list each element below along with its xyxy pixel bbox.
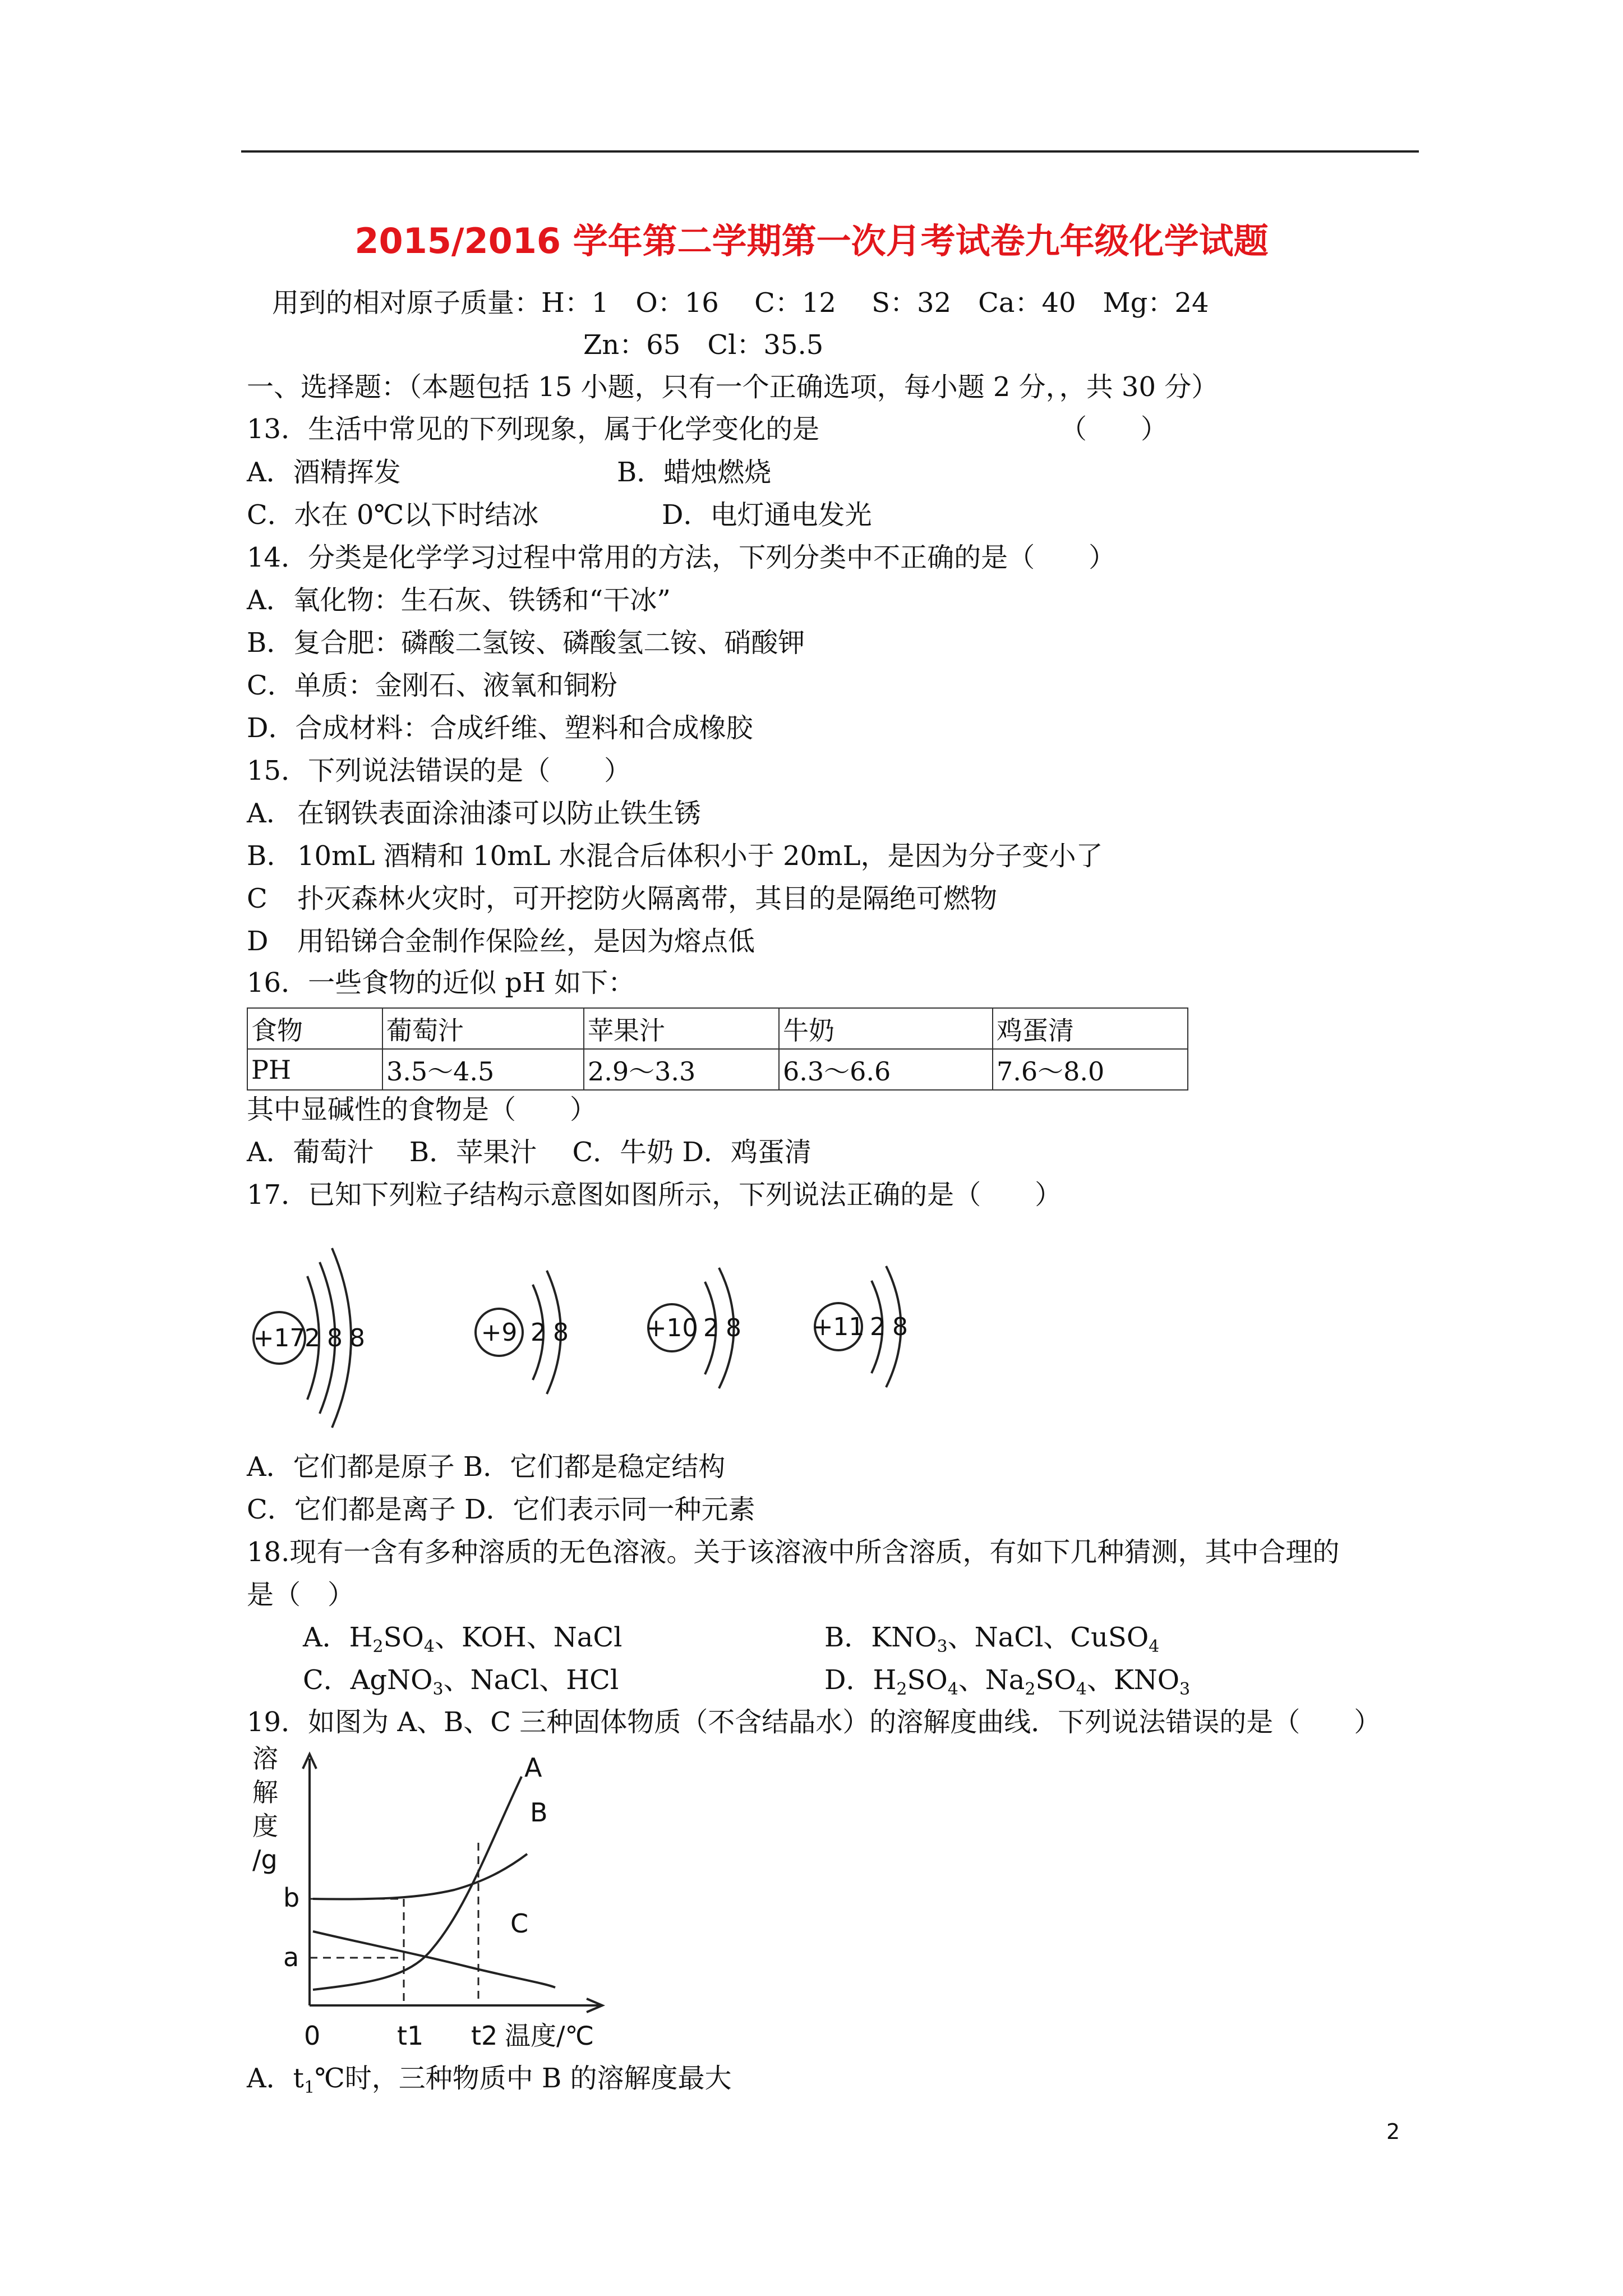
- y-axis-label-char: 解: [252, 1777, 278, 1807]
- shell-label: 8: [892, 1313, 908, 1341]
- q14-option-c: C．单质：金刚石、液氧和铜粉: [247, 670, 617, 701]
- q13-answer-paren: （ ）: [1060, 413, 1168, 445]
- shell-label: 8: [349, 1324, 365, 1352]
- q16-stem: 16．一些食物的近似 pH 如下：: [247, 967, 635, 999]
- section-heading: 一、选择题：（本题包括 15 小题，只有一个正确选项，每小题 2 分，，共 30 分）: [247, 371, 1219, 403]
- q18-option-c: C．AgNO$_3$、NaCl、HCl: [303, 1664, 619, 1699]
- table-cell: 鸡蛋清: [993, 1008, 1188, 1049]
- q15-option-a: 在钢铁表面涂油漆可以防止铁生锈: [297, 798, 702, 829]
- table-cell: 苹果汁: [584, 1008, 779, 1049]
- y-axis-label-char: /g: [252, 1844, 278, 1875]
- table-cell: 葡萄汁: [382, 1008, 584, 1049]
- table-row: [247, 1049, 1188, 1090]
- shell-label: 2: [305, 1324, 320, 1352]
- table-cell: 7.6～8.0: [993, 1049, 1188, 1090]
- q13-stem: 13．生活中常见的下列现象，属于化学变化的是: [247, 413, 820, 445]
- table-cell: 食物: [247, 1008, 382, 1049]
- q15-stem: 15．下列说法错误的是（ ）: [247, 755, 631, 786]
- ph-table: [247, 1007, 1188, 1091]
- shell-label: 8: [327, 1324, 343, 1352]
- particle-structure-diagrams: [241, 1231, 948, 1444]
- shell-label: 8: [553, 1318, 569, 1347]
- q18-option-d: D．$H_2SO_4$、$Na_2SO_4$、$KNO_3$: [824, 1664, 1191, 1699]
- q13-option-c: C．水在 0℃以下时结冰: [247, 499, 539, 531]
- q13-option-b: B．蜡烛燃烧: [617, 457, 772, 488]
- table-cell: 2.9～3.3: [584, 1049, 779, 1090]
- q13-option-d: D．电灯通电发光: [662, 499, 872, 531]
- q19-stem: 19．如图为 A、B、C 三种固体物质（不含结晶水）的溶解度曲线．下列说法错误的是（ ）: [247, 1706, 1381, 1738]
- q15-option-b-label: B.: [247, 840, 275, 872]
- q13-option-a: A．酒精挥发: [247, 457, 401, 488]
- q15-option-d-label: D: [247, 926, 269, 957]
- page-title: 2015/2016 学年第二学期第一次月考试卷九年级化学试题: [354, 220, 1269, 261]
- q14-option-b: B．复合肥：磷酸二氢铵、磷酸氢二铵、硝酸钾: [247, 627, 805, 659]
- table-cell: 3.5～4.5: [382, 1049, 584, 1090]
- q17-stem: 17．已知下列粒子结构示意图如图所示，下列说法正确的是（ ）: [247, 1179, 1062, 1211]
- curve-b: [313, 1854, 527, 1899]
- table-row: [247, 1008, 1188, 1049]
- q16-options: A．葡萄汁 B．苹果汁 C．牛奶 D．鸡蛋清: [247, 1137, 811, 1168]
- nucleus-label: +10: [645, 1314, 698, 1342]
- atomic-masses-line1: 用到的相对原子质量：H：1 O：16 C：12 S：32 Ca：40 Mg：24: [272, 287, 1209, 319]
- q15-option-b: 10mL 酒精和 10mL 水混合后体积小于 20mL，是因为分子变小了: [297, 840, 1103, 872]
- q15-option-c: 扑灭森林火灾时，可开挖防火隔离带，其目的是隔绝可燃物: [297, 883, 998, 914]
- q17-options-ab: A．它们都是原子 B．它们都是稳定结构: [247, 1451, 726, 1483]
- y-axis-label-char: 度: [252, 1811, 278, 1841]
- x-axis-label: 温度/℃: [505, 2021, 594, 2051]
- shell-label: 2: [531, 1318, 546, 1347]
- q15-option-c-label: C: [247, 883, 268, 914]
- x-axis-origin: 0: [304, 2021, 321, 2051]
- q18-option-a: A．$H_2SO_4$、KOH、NaCl: [303, 1622, 623, 1657]
- page-number: 2: [1386, 2119, 1400, 2144]
- y-mark-a: a: [283, 1942, 299, 1972]
- q19-option-a: A．$t_1℃$时，三种物质中 B 的溶解度最大: [247, 2063, 732, 2097]
- x-tick-t2: t2: [471, 2021, 498, 2051]
- table-cell: 牛奶: [779, 1008, 993, 1049]
- nucleus-label: +17: [253, 1324, 306, 1352]
- x-tick-t1: t1: [397, 2021, 424, 2051]
- q17-options-cd: C．它们都是离子 D．它们表示同一种元素: [247, 1494, 755, 1525]
- shell-label: 8: [726, 1314, 741, 1342]
- table-cell: 6.3～6.6: [779, 1049, 993, 1090]
- q14-option-d: D．合成材料：合成纤维、塑料和合成橡胶: [247, 712, 753, 744]
- y-mark-b: b: [283, 1883, 300, 1913]
- curve-label-c: C: [510, 1908, 529, 1939]
- table-cell: PH: [247, 1049, 382, 1090]
- q14-stem: 14．分类是化学学习过程中常用的方法，下列分类中不正确的是（ ）: [247, 542, 1116, 573]
- shell-label: 2: [870, 1313, 886, 1341]
- atomic-masses-line2: Zn：65 Cl：35.5: [583, 329, 824, 361]
- q15-option-d: 用铅锑合金制作保险丝，是因为熔点低: [297, 926, 755, 957]
- q16-question: 其中显碱性的食物是（ ）: [247, 1094, 597, 1125]
- curve-label-a: A: [524, 1752, 542, 1783]
- q18-stem-line1: 18.现有一含有多种溶质的无色溶液。关于该溶液中所含溶质，有如下几种猜测，其中合理的: [247, 1536, 1340, 1568]
- header-rule: [241, 150, 1419, 153]
- q14-option-a: A．氧化物：生石灰、铁锈和“干冰”: [247, 585, 671, 616]
- curve-c: [313, 1931, 555, 1987]
- q18-stem-line2: 是（ ）: [247, 1579, 355, 1611]
- y-axis-label-char: 溶: [252, 1743, 278, 1774]
- nucleus-label: +9: [481, 1318, 518, 1347]
- q18-option-b: B．$KNO_3$、NaCl、CuSO$_4$: [824, 1622, 1160, 1657]
- shell-label: 2: [703, 1314, 719, 1342]
- q15-option-a-label: A.: [247, 798, 275, 829]
- nucleus-label: +11: [812, 1313, 865, 1341]
- curve-label-b: B: [530, 1797, 548, 1828]
- solubility-curve-graph: [241, 1742, 634, 2056]
